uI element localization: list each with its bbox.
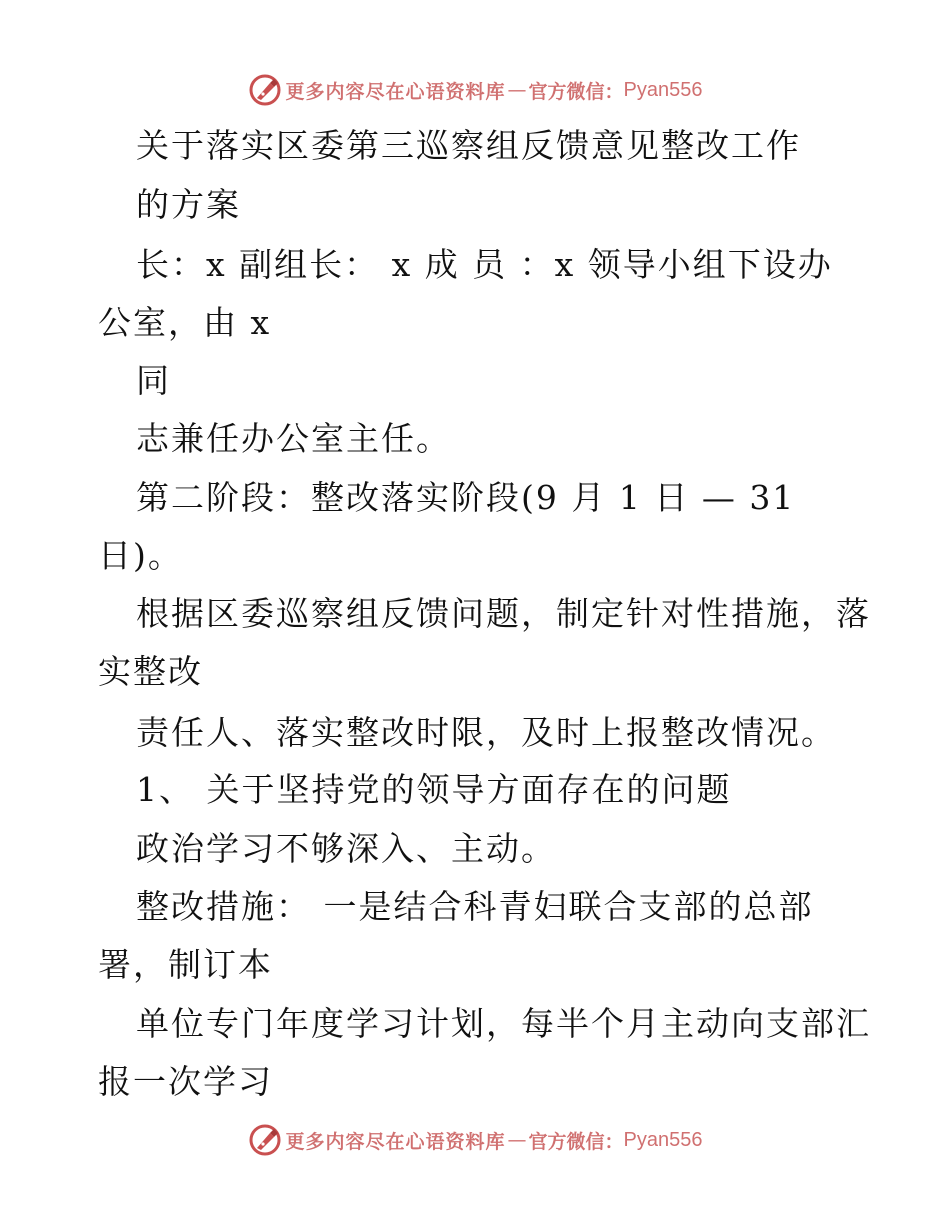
watermark-wechat-label: 官方微信： (528, 80, 624, 103)
pen-nib-logo-icon (248, 73, 282, 107)
pen-nib-logo-icon (248, 1123, 282, 1157)
header-watermark-banner (0, 70, 950, 110)
doc-paragraph-line: 日)。 (98, 536, 183, 575)
doc-paragraph-line: 志兼任办公室主任。 (136, 419, 451, 458)
footer-watermark-banner (0, 1120, 950, 1160)
watermark-brand-text: 更多内容尽在心语资料库 (285, 1130, 506, 1153)
watermark-dash: — (507, 79, 527, 101)
doc-paragraph-line: 同 (136, 361, 171, 400)
doc-paragraph-line: 整改措施： 一是结合科青妇联合支部的总部 (136, 887, 814, 926)
doc-section-heading: 1、 关于坚持党的领导方面存在的问题 (136, 770, 732, 809)
doc-paragraph-line: 署，制订本 (98, 945, 273, 984)
watermark-wechat-id: Pyan556 (623, 1128, 703, 1151)
doc-paragraph-line: 政治学习不够深入、主动。 (136, 829, 556, 868)
watermark-dash: — (507, 1129, 527, 1151)
watermark-wechat-label: 官方微信： (528, 1130, 624, 1153)
doc-paragraph-line: 公室，由 x (98, 303, 272, 342)
doc-paragraph-line: 单位专门年度学习计划，每半个月主动向支部汇 (136, 1004, 871, 1043)
watermark-brand-text: 更多内容尽在心语资料库 (285, 80, 506, 103)
doc-paragraph-line: 实整改 (98, 652, 203, 691)
watermark-wechat-id: Pyan556 (623, 78, 703, 101)
doc-title-line-1: 关于落实区委第三巡察组反馈意见整改工作 (136, 126, 801, 165)
doc-paragraph-line: 第二阶段：整改落实阶段(9 月 1 日 — 31 (136, 478, 796, 517)
doc-paragraph-line: 根据区委巡察组反馈问题，制定针对性措施，落 (136, 594, 871, 633)
doc-title-line-2: 的方案 (136, 185, 241, 224)
doc-paragraph-line: 长：x 副组长： x 成 员 ：x 领导小组下设办 (136, 245, 833, 284)
doc-paragraph-line: 责任人、落实整改时限，及时上报整改情况。 (136, 713, 836, 752)
doc-paragraph-line: 报一次学习 (98, 1062, 273, 1101)
